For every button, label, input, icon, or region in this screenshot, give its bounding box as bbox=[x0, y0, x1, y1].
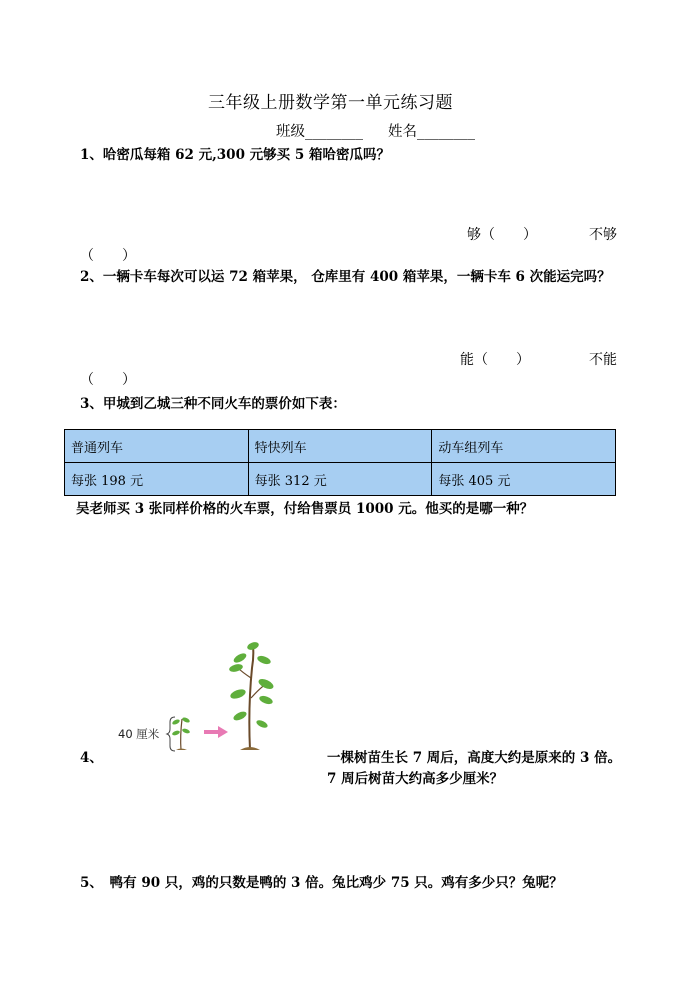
table-header-cell: 动车组列车 bbox=[432, 430, 616, 463]
question-2: 2、一辆卡车每次可以运 72 箱苹果， 仓库里有 400 箱苹果，一辆卡车 6 次能运完吗？ bbox=[80, 269, 611, 285]
small-seedling-icon bbox=[172, 716, 191, 750]
q1-option-not-enough[interactable]: 不够 bbox=[589, 227, 617, 243]
question-4-number: 4、 bbox=[80, 750, 103, 766]
figure-label: 40 厘米 bbox=[118, 727, 160, 741]
table-row bbox=[65, 463, 616, 496]
seedling-growth-figure bbox=[112, 638, 302, 758]
question-1: 1、哈密瓜每箱 62 元,300 元够买 5 箱哈密瓜吗？ bbox=[80, 147, 390, 163]
question-4-line-1: 一棵树苗生长 7 周后，高度大约是原来的 3 倍。 bbox=[327, 750, 622, 766]
q2-option-can[interactable]: 能（ ） bbox=[460, 352, 530, 368]
grown-tree-icon bbox=[228, 641, 275, 750]
question-5: 5、 鸭有 90 只，鸡的只数是鸭的 3 倍。兔比鸡少 75 只。鸡有多少只？兔呢？ bbox=[80, 875, 563, 891]
question-3-intro: 3、甲城到乙城三种不同火车的票价如下表： bbox=[80, 396, 346, 412]
arrow-icon bbox=[204, 726, 228, 738]
q1-paren: （ ） bbox=[80, 248, 136, 264]
q2-option-cannot[interactable]: 不能 bbox=[589, 352, 617, 368]
q2-paren: （ ） bbox=[80, 372, 136, 388]
page-title: 三年级上册数学第一单元练习题 bbox=[208, 93, 453, 113]
table-header-cell: 普通列车 bbox=[65, 430, 249, 463]
question-4-line-2: 7 周后树苗大约高多少厘米？ bbox=[327, 771, 504, 787]
table-cell: 每张 405 元 bbox=[432, 463, 616, 496]
fare-table bbox=[64, 429, 616, 496]
name-label: 姓名________ bbox=[388, 124, 475, 140]
question-3: 吴老师买 3 张同样价格的火车票，付给售票员 1000 元。他买的是哪一种？ bbox=[76, 501, 534, 517]
class-label: 班级________ bbox=[276, 124, 363, 140]
table-cell: 每张 198 元 bbox=[65, 463, 249, 496]
table-cell: 每张 312 元 bbox=[248, 463, 432, 496]
table-header-cell: 特快列车 bbox=[248, 430, 432, 463]
q1-option-enough[interactable]: 够（ ） bbox=[467, 227, 537, 243]
table-header-row bbox=[65, 430, 616, 463]
